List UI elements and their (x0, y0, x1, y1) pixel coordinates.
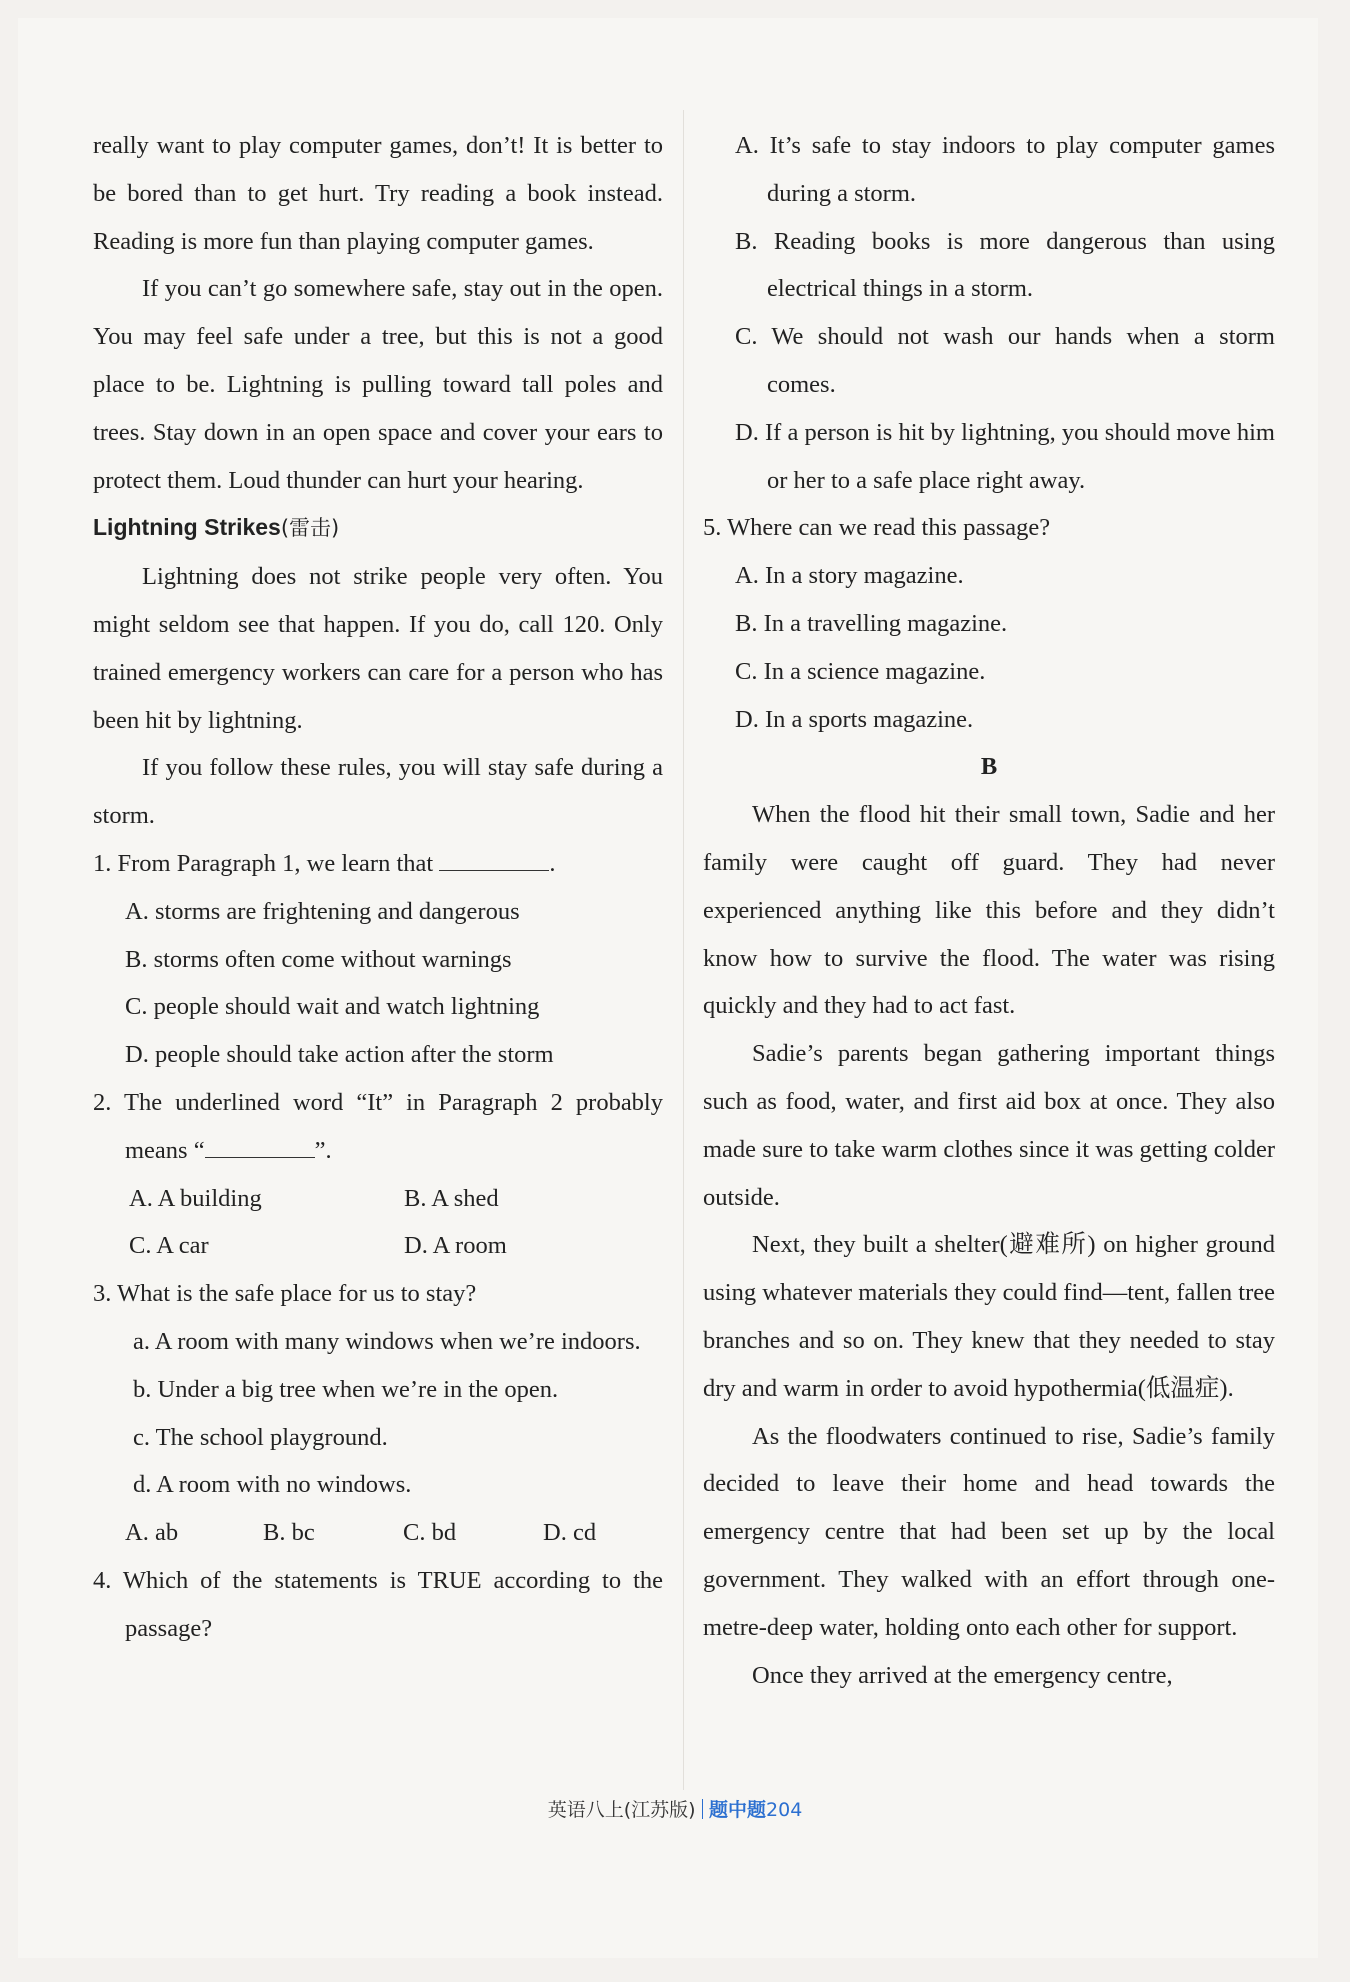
question-5: 5. Where can we read this passage? (703, 514, 1051, 542)
footer-separator (702, 1799, 704, 1819)
paragraph-emergency-centre: As the floodwaters continued to rise, Sadie’s family decided to leave their home and head towards the emergency centre that had been set up by the local government. They walked with an effort through one-metre-deep water, holding onto each other for support. (703, 1422, 1275, 1641)
column-divider (683, 110, 684, 1790)
page-number: 204 (766, 1799, 803, 1821)
section-b-heading: B (980, 753, 998, 781)
q5-option-d: D. In a sports magazine. (735, 705, 974, 733)
q4-option-d: D. If a person is hit by lightning, you should move him or her to a safe place right away. (735, 418, 1275, 494)
q2-option-c: C. A car (129, 1232, 209, 1260)
q4-option-a: A. It’s safe to stay indoors to play computer games during a storm. (735, 132, 1275, 207)
paragraph-open-space: If you can’t go somewhere safe, stay out in the open. You may feel safe under a tree, but this is not a good place to be. Lightning is pulling toward tall poles and trees. Stay down in an open space and cover your ears to protect them. Loud thunder can hurt your hearing. (93, 275, 663, 494)
answer-blank (439, 842, 549, 871)
paragraph-gathering: Sadie’s parents began gathering important things such as food, water, and first aid box at once. They also made sure to take warm clothes since it was getting colder outside. (703, 1040, 1275, 1211)
heading-chinese: (雷击) (280, 516, 340, 541)
left-column (93, 122, 663, 1653)
q3-option-b: B. bc (263, 1519, 315, 1547)
question-1-end: . (549, 849, 556, 877)
q2-option-b: B. A shed (404, 1184, 499, 1212)
question-1-stem: 1. From Paragraph 1, we learn that (93, 849, 440, 877)
q2-options-row-2 (129, 1222, 663, 1270)
series-brand: 题中题 (709, 1799, 767, 1821)
q5-option-c: C. In a science magazine. (735, 657, 986, 685)
q3-option-c: C. bd (403, 1519, 457, 1547)
q4-option-b: B. Reading books is more dangerous than using electrical things in a storm. (735, 227, 1275, 303)
q1-option-c: C. people should wait and watch lightning (125, 993, 540, 1021)
q3-option-a: A. ab (125, 1519, 179, 1547)
q2-option-a: A. A building (129, 1184, 262, 1212)
paragraph-rules: If you follow these rules, you will stay safe during a storm. (93, 754, 663, 830)
section-heading-lightning-strikes (93, 504, 663, 553)
paragraph-arrival: Once they arrived at the emergency centre, (752, 1661, 1173, 1689)
q3-item-c: c. The school playground. (133, 1423, 388, 1451)
right-column (703, 122, 1275, 1699)
question-2-stem: 2. The underlined word “It” in Paragraph 2 probably means “ (93, 1088, 663, 1164)
q1-option-a: A. storms are frightening and dangerous (125, 897, 520, 925)
answer-blank (205, 1129, 315, 1158)
paragraph-flood: When the flood hit their small town, Sadie and her family were caught off guard. They had never experienced anything like this before and they didn’t know how to survive the flood. The water was rising quickly and they had to act fast. (703, 801, 1275, 1020)
question-2-end: ”. (314, 1136, 332, 1164)
question-2 (93, 1079, 663, 1175)
q3-options-row (125, 1509, 663, 1557)
question-4: 4. Which of the statements is TRUE according to the passage? (93, 1566, 663, 1642)
q2-options-row-1 (129, 1175, 663, 1223)
question-3: 3. What is the safe place for us to stay? (93, 1280, 477, 1308)
q1-option-b: B. storms often come without warnings (125, 945, 512, 973)
book-title: 英语八上(江苏版) (547, 1799, 696, 1821)
q1-option-d: D. people should take action after the storm (125, 1041, 554, 1069)
paragraph-shelter: Next, they built a shelter(避难所) on higher ground using whatever materials they could find—tent, fallen tree branches and so on. They knew that they needed to stay dry and warm in order to avoid hypothermia(低温症). (703, 1231, 1275, 1402)
q3-item-b: b. Under a big tree when we’re in the open. (133, 1375, 559, 1403)
q3-item-d: d. A room with no windows. (133, 1471, 412, 1499)
q5-option-b: B. In a travelling magazine. (735, 609, 1008, 637)
paragraph-lightning: Lightning does not strike people very often. You might seldom see that happen. If you do, call 120. Only trained emergency workers can care for a person who has been hit by lightning. (93, 563, 663, 734)
q2-option-d: D. A room (404, 1232, 507, 1260)
heading-text: Lightning Strikes (93, 514, 281, 541)
q3-item-a: a. A room with many windows when we’re indoors. (133, 1327, 641, 1355)
page-footer (0, 1795, 1350, 1822)
q3-option-d: D. cd (543, 1519, 597, 1547)
question-1 (93, 840, 663, 888)
q4-option-c: C. We should not wash our hands when a storm comes. (735, 323, 1275, 398)
q5-option-a: A. In a story magazine. (735, 562, 964, 590)
paragraph-computer-games: really want to play computer games, don’t! It is better to be bored than to get hurt. Try reading a book instead. Reading is more fun than playing computer games. (93, 132, 663, 255)
